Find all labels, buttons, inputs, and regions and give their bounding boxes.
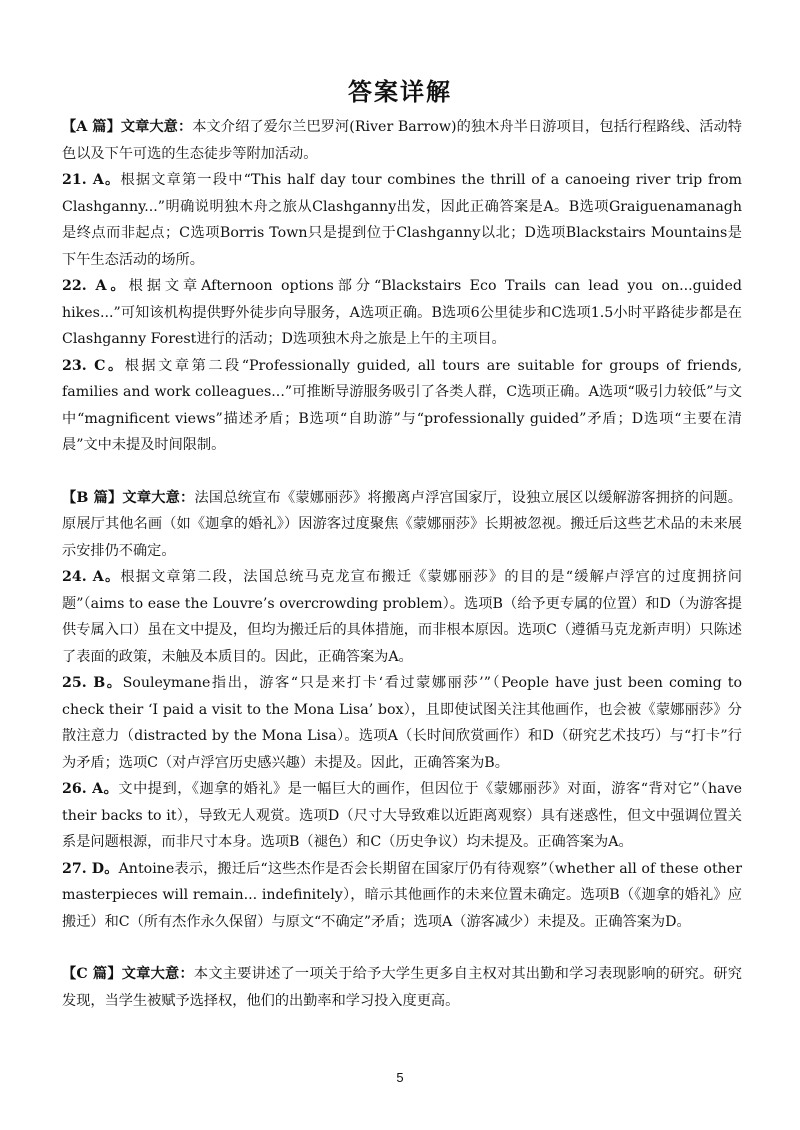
- section-b-summary: [62, 485, 742, 565]
- question-25: [62, 670, 742, 776]
- question-26: [62, 776, 742, 856]
- question-27: [62, 856, 742, 936]
- explanation-text: Souleymane指出，游客“只是来打卡‘看过蒙娜丽莎’”（People have just been coming to check their ‘I paid a visit to the Mona Lisa’ box），且即使试图关注其他画作，也会被《蒙娜丽莎》分散注意力（distracted by the Mona Lisa）。选项A（长时间欣赏画作）和D（研究艺术技巧）与“打卡”行为矛盾；选项C（对卢浮宫历史感兴趣）未提及。因此，正确答案为B。: [62, 675, 743, 771]
- page-title: 答案详解: [348, 78, 452, 106]
- question-label: 26. A。: [62, 781, 119, 797]
- section-label: 【A 篇】文章大意：: [62, 119, 193, 135]
- explanation-text: 根据文章第二段“Professionally guided, all tours are suitable for groups of friends, families and work colleagues...”可推断导游服务吸引了各类人群，C选项正确。A选项“吸引力较低”与文中“magnificent views”描述矛盾；B选项“自助游”与“professionally guided”矛盾；D选项“主要在清晨”文中未提及时间限制。: [62, 357, 742, 453]
- page-number: 5: [396, 1070, 404, 1085]
- section-spacer: [62, 459, 742, 485]
- explanation-text: 文中提到，《迦拿的婚礼》是一幅巨大的画作，但因位于《蒙娜丽莎》对面，游客“背对它”（have their backs to it），导致无人观赏。选项D（尺寸大导致难以近距离观察）具有迷惑性，但文中强调位置关系是问题根源，而非尺寸本身。选项B（褪色）和C（历史争议）均未提及。正确答案为A。: [62, 781, 742, 850]
- explanation-text: 根据文章第一段中“This half day tour combines the thrill of a canoeing river trip from Clashganny...”明确说明独木舟之旅从Clashganny出发，因此正确答案是A。B选项Graiguenamanagh是终点而非起点；C选项Borris Town只是提到位于Clashganny以北；D选项Blackstairs Mountains是下午生态活动的场所。: [62, 172, 742, 268]
- section-spacer: [62, 935, 742, 961]
- section-label: 【B 篇】文章大意：: [62, 489, 195, 506]
- summary-text: 法国总统宣布《蒙娜丽莎》将搬离卢浮宫国家厅，设独立展区以缓解游客拥挤的问题。原展厅其他名画（如《迦拿的婚礼》）因游客过度聚焦《蒙娜丽莎》长期被忽视。搬迁后这些艺术品的未来展示安排仍不确定。: [62, 489, 742, 559]
- explanation-text: Antoine表示，搬迁后“这些杰作是否会长期留在国家厅仍有待观察”（whether all of these other masterpieces will remain... indefinitely），暗示其他画作的未来位置未确定。选项B（《迦拿的婚礼》应搬迁）和C（所有杰作永久保留）与原文“不确定”矛盾；选项A（游客减少）未提及。正确答案为D。: [62, 860, 742, 930]
- question-23: [62, 353, 742, 459]
- section-c-summary: [62, 961, 742, 1014]
- summary-text: 本文介绍了爱尔兰巴罗河(River Barrow)的独木舟半日游项目，包括行程路线、活动特色以及下午可选的生态徒步等附加活动。: [62, 119, 742, 162]
- explanation-text: 根据文章Afternoon options部分“Blackstairs Eco Trails can lead you on...guided hikes...”可知该机构提供野外徒步向导服务，A选项正确。B选项6公里徒步和C选项1.5小时平路徒步都是在Clashganny Forest进行的活动；D选项独木舟之旅是上午的主项目。: [62, 278, 742, 347]
- question-label: 27. D。: [62, 860, 119, 877]
- summary-text: 本文主要讲述了一项关于给予大学生更多自主权对其出勤和学习表现影响的研究。研究发现，当学生被赋予选择权，他们的出勤率和学习投入度更高。: [62, 966, 742, 1009]
- section-a-summary: [62, 114, 742, 167]
- section-label: 【C 篇】文章大意：: [62, 966, 194, 982]
- question-24: [62, 564, 742, 670]
- question-22: [62, 273, 742, 353]
- question-label: 21. A。: [62, 172, 121, 188]
- answer-content: [62, 114, 742, 1014]
- question-label: 24. A。: [62, 569, 121, 585]
- explanation-text: 根据文章第二段，法国总统马克龙宣布搬迁《蒙娜丽莎》的目的是“缓解卢浮宫的过度拥挤问题”（aims to ease the Louvre’s overcrowding problem）。选项B（给予更专属的位置）和D（为游客提供专属入口）虽在文中提及，但均为搬迁后的具体措施，而非根本原因。选项C（遵循马克龙新声明）只陈述了表面的政策，未触及本质目的。因此，正确答案为A。: [62, 569, 742, 665]
- question-label: 22. A。: [62, 278, 129, 294]
- question-21: [62, 167, 742, 273]
- question-label: 23. C。: [62, 357, 125, 374]
- question-label: 25. B。: [62, 675, 123, 691]
